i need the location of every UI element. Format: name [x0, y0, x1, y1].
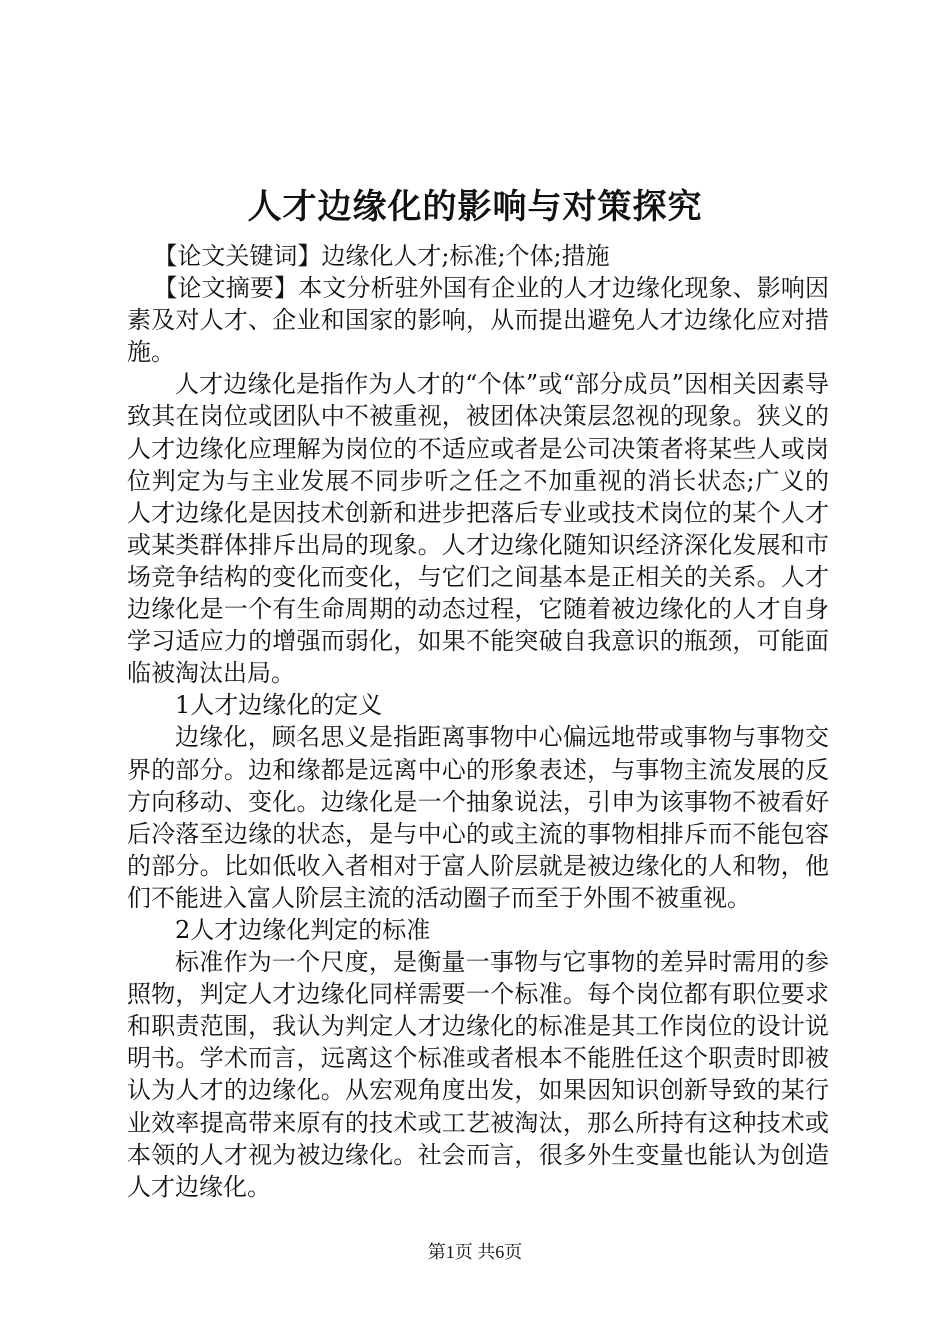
keywords-paragraph: 【论文关键词】边缘化人才;标准;个体;措施 — [153, 242, 610, 270]
section-heading: 1人才边缘化的定义 — [175, 691, 383, 720]
document-title: 人才边缘化的影响与对策探究 — [247, 187, 703, 227]
body-paragraph: 人才边缘化是指作为人才的“个体”或“部分成员”因相关因素导致其在岗位或团队中不被重视，被团体决策层忽视的现象。狭义的人才边缘化应理解为岗位的不适应或者是公司决策者将某些人或岗位判定为与主业发展不同步听之任之不加重视的消长状态;广义的人才边缘化是因技术创新和进步把落后专业或技术岗位的某个人才或某类群体排斥出局的现象。人才边缘化随知识经济深化发展和市场竞争结构的变化而变化，与它们之间基本是正相关的关系。人才边缘化是一个有生命周期的动态过程，它随着被边缘化的人才自身学习适应力的增强而弱化，如果不能突破自我意识的瓶颈，可能面临被淘汰出局。 — [127, 370, 829, 688]
abstract-paragraph: 【论文摘要】本文分析驻外国有企业的人才边缘化现象、影响因素及对人才、企业和国家的影响，从而提出避免人才边缘化应对措施。 — [127, 274, 829, 367]
document-body — [127, 240, 829, 1203]
section-heading: 2人才边缘化判定的标准 — [175, 915, 431, 944]
body-paragraph: 边缘化，顾名思义是指距离事物中心偏远地带或事物与事物交界的部分。边和缘都是远离中心的形象表述，与事物主流发展的反方向移动、变化。边缘化是一个抽象说法，引申为该事物不被看好后冷落至边缘的状态，是与中心的或主流的事物相排斥而不能包容的部分。比如低收入者相对于富人阶层就是被边缘化的人和物，他们不能进入富人阶层主流的活动圈子而至于外围不被重视。 — [127, 723, 829, 912]
body-paragraph: 标准作为一个尺度，是衡量一事物与它事物的差异时需用的参照物，判定人才边缘化同样需要一个标准。每个岗位都有职位要求和职责范围，我认为判定人才边缘化的标准是其工作岗位的设计说明书。学术而言，远离这个标准或者根本不能胜任这个职责时即被认为人才的边缘化。从宏观角度出发，如果因知识创新导致的某行业效率提高带来原有的技术或工艺被淘汰，那么所持有这种技术或本领的人才视为被边缘化。社会而言，很多外生变量也能认为创造人才边缘化。 — [127, 948, 829, 1201]
page-number-footer: 第1页 共6页 — [427, 1242, 523, 1262]
